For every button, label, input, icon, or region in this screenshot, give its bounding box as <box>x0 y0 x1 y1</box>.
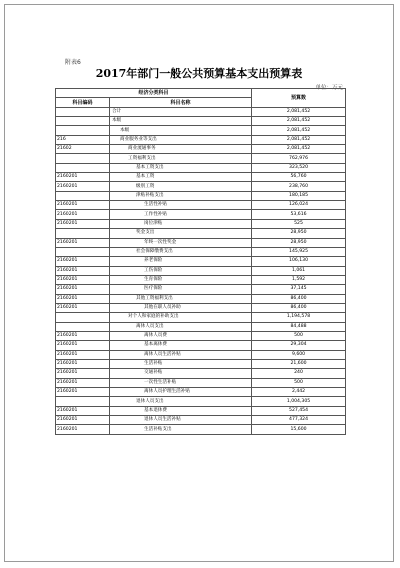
row-name: 级别工资 <box>110 182 252 191</box>
row-name: 合计 <box>110 107 252 116</box>
row-code <box>56 322 110 331</box>
row-code: 2160201 <box>56 341 110 350</box>
table-row <box>56 341 346 350</box>
row-amount: 53,616 <box>252 210 346 219</box>
table-row <box>56 350 346 359</box>
row-name: 商业流通事务 <box>110 145 252 154</box>
row-code: 2160201 <box>56 266 110 275</box>
table-row <box>56 219 346 228</box>
row-amount: 106,130 <box>252 257 346 266</box>
row-name: 离休人员护理生活补贴 <box>110 388 252 397</box>
row-code <box>56 126 110 135</box>
row-name: 本级 <box>110 117 252 126</box>
table-row <box>56 107 346 116</box>
row-name: 退休人员生活补贴 <box>110 416 252 425</box>
row-amount: 1,194,578 <box>252 313 346 322</box>
row-code: 2160201 <box>56 425 110 434</box>
row-amount: 2,081,452 <box>252 126 346 135</box>
row-code <box>56 163 110 172</box>
row-amount: 525 <box>252 219 346 228</box>
row-amount: 1,592 <box>252 275 346 284</box>
row-amount: 500 <box>252 378 346 387</box>
row-code: 2160201 <box>56 294 110 303</box>
row-amount: 762,976 <box>252 154 346 163</box>
table-row <box>56 201 346 210</box>
table-row <box>56 388 346 397</box>
table-row <box>56 238 346 247</box>
row-amount: 180,185 <box>252 191 346 200</box>
table-row <box>56 294 346 303</box>
table-row <box>56 416 346 425</box>
attachment-label: 附表6 <box>65 59 81 66</box>
table-row <box>56 275 346 284</box>
table-row <box>56 378 346 387</box>
row-code: 2160201 <box>56 219 110 228</box>
row-name: 生活补贴支出 <box>110 425 252 434</box>
row-code: 2160201 <box>56 257 110 266</box>
row-name: 基本工资 <box>110 173 252 182</box>
table-row <box>56 154 346 163</box>
row-name: 奖金支出 <box>110 229 252 238</box>
row-name: 退休人员支出 <box>110 397 252 406</box>
row-code: 2160201 <box>56 201 110 210</box>
table-row <box>56 425 346 434</box>
name-header: 科目名称 <box>110 98 252 107</box>
row-amount: 477,324 <box>252 416 346 425</box>
row-name: 工资福利支出 <box>110 154 252 163</box>
row-name: 年终一次性奖金 <box>110 238 252 247</box>
row-name: 基本退休费 <box>110 406 252 415</box>
row-amount: 1,061 <box>252 266 346 275</box>
row-name: 其他工资福利支出 <box>110 294 252 303</box>
row-code: 2160201 <box>56 303 110 312</box>
row-amount: 1,004,305 <box>252 397 346 406</box>
row-name: 社会保障缴费支出 <box>110 247 252 256</box>
row-code <box>56 191 110 200</box>
code-header: 科目编码 <box>56 98 110 107</box>
row-name: 养老保险 <box>110 257 252 266</box>
table-row <box>56 322 346 331</box>
row-code: 2160201 <box>56 388 110 397</box>
row-name: 一次性生活补贴 <box>110 378 252 387</box>
table-row <box>56 117 346 126</box>
row-code <box>56 247 110 256</box>
table-row <box>56 285 346 294</box>
table-row <box>56 247 346 256</box>
row-name: 离休人员费 <box>110 331 252 340</box>
row-code: 2160201 <box>56 369 110 378</box>
row-name: 离休人员支出 <box>110 322 252 331</box>
row-name: 岗位津贴 <box>110 219 252 228</box>
table-row <box>56 210 346 219</box>
row-name: 基本工资支出 <box>110 163 252 172</box>
row-code <box>56 229 110 238</box>
row-amount: 240 <box>252 369 346 378</box>
unit-label: 单位：万元 <box>315 85 343 91</box>
table-row <box>56 397 346 406</box>
row-amount: 9,600 <box>252 350 346 359</box>
row-name: 生育保险 <box>110 275 252 284</box>
row-code <box>56 117 110 126</box>
row-name: 离休人员生活补贴 <box>110 350 252 359</box>
row-name: 交通补贴 <box>110 369 252 378</box>
row-name: 其他在职人员补助 <box>110 303 252 312</box>
row-amount: 15,600 <box>252 425 346 434</box>
row-amount: 37,145 <box>252 285 346 294</box>
row-code <box>56 313 110 322</box>
row-name: 津贴补贴支出 <box>110 191 252 200</box>
row-amount: 2,081,452 <box>252 145 346 154</box>
table-row <box>56 173 346 182</box>
row-amount: 56,760 <box>252 173 346 182</box>
row-code: 2160201 <box>56 378 110 387</box>
row-amount: 84,488 <box>252 322 346 331</box>
row-name: 工作性补贴 <box>110 210 252 219</box>
row-amount: 323,520 <box>252 163 346 172</box>
table-row <box>56 135 346 144</box>
row-code: 2160201 <box>56 331 110 340</box>
row-amount: 527,454 <box>252 406 346 415</box>
row-name: 医疗保险 <box>110 285 252 294</box>
row-code: 2160201 <box>56 406 110 415</box>
row-amount: 2,081,452 <box>252 135 346 144</box>
row-amount: 86,400 <box>252 303 346 312</box>
row-amount: 28,950 <box>252 238 346 247</box>
row-code: 2160201 <box>56 350 110 359</box>
row-code: 2160201 <box>56 210 110 219</box>
row-name: 生活性补贴 <box>110 201 252 210</box>
row-amount: 2,442 <box>252 388 346 397</box>
row-amount: 29,304 <box>252 341 346 350</box>
row-name: 本级 <box>110 126 252 135</box>
row-code: 21602 <box>56 145 110 154</box>
row-amount: 500 <box>252 331 346 340</box>
row-amount: 21,600 <box>252 359 346 368</box>
row-code: 2160201 <box>56 238 110 247</box>
table-row <box>56 406 346 415</box>
table-row <box>56 145 346 154</box>
table-row <box>56 229 346 238</box>
table-row <box>56 191 346 200</box>
row-code: 2160201 <box>56 359 110 368</box>
row-code: 2160201 <box>56 275 110 284</box>
amount-header: 预算数 <box>252 89 346 108</box>
row-name: 对个人和家庭的补助支出 <box>110 313 252 322</box>
row-code <box>56 107 110 116</box>
table-row <box>56 359 346 368</box>
page-title: 2017年部门一般公共预算基本支出预算表 <box>95 67 303 80</box>
row-name: 生活补贴 <box>110 359 252 368</box>
table-row <box>56 266 346 275</box>
row-amount: 126,024 <box>252 201 346 210</box>
budget-table <box>55 88 346 435</box>
row-amount: 86,400 <box>252 294 346 303</box>
row-code: 216 <box>56 135 110 144</box>
table-row <box>56 182 346 191</box>
row-name: 基本离休费 <box>110 341 252 350</box>
table-row <box>56 313 346 322</box>
row-amount: 2,081,452 <box>252 107 346 116</box>
row-code <box>56 397 110 406</box>
row-code: 2160201 <box>56 182 110 191</box>
row-amount: 238,760 <box>252 182 346 191</box>
row-name: 工伤保险 <box>110 266 252 275</box>
row-amount: 28,950 <box>252 229 346 238</box>
row-code: 2160201 <box>56 285 110 294</box>
table-row <box>56 257 346 266</box>
table-row <box>56 303 346 312</box>
table-row <box>56 369 346 378</box>
row-amount: 2,081,452 <box>252 117 346 126</box>
row-code: 2160201 <box>56 173 110 182</box>
table-row <box>56 126 346 135</box>
row-name: 商业服务业等支出 <box>110 135 252 144</box>
table-row <box>56 163 346 172</box>
row-code: 2160201 <box>56 416 110 425</box>
group-header: 经济分类科目 <box>56 89 252 98</box>
row-code <box>56 154 110 163</box>
row-amount: 145,925 <box>252 247 346 256</box>
table-row <box>56 331 346 340</box>
